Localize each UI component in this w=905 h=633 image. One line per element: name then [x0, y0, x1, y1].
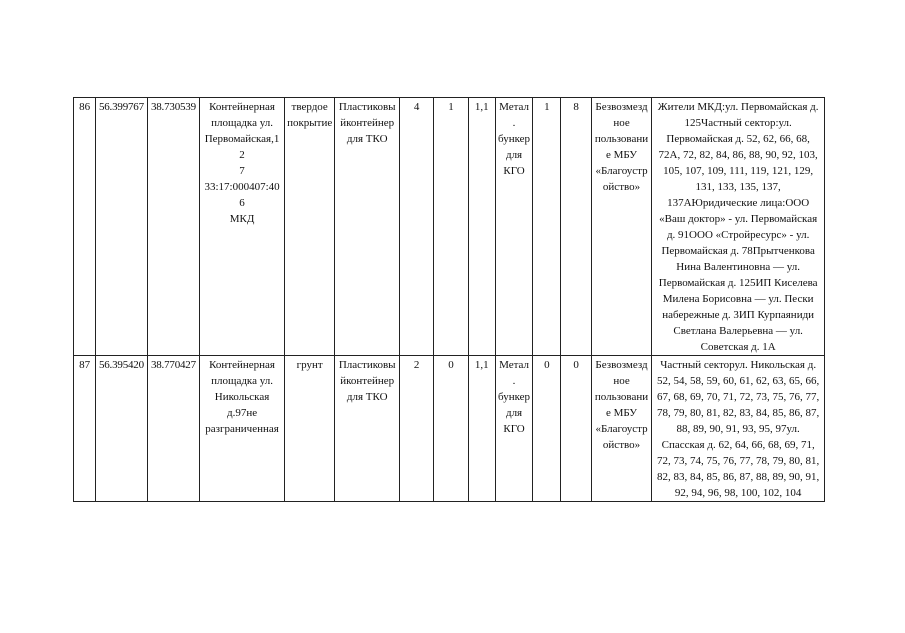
basis-cell: Безвозмезд ное пользовани е МБУ «Благоустр ойство» [591, 356, 652, 502]
container-count-cell: 2 [400, 356, 434, 502]
volume-cell: 1,1 [468, 356, 495, 502]
bunker-volume-cell: 8 [561, 98, 591, 356]
table-row [74, 98, 825, 356]
bunker-type-cell: Метал. бункер для КГО [495, 98, 532, 356]
volume-cell: 1,1 [468, 98, 495, 356]
planned-count-cell: 0 [434, 356, 468, 502]
surface-cell: твердое покрытие [284, 98, 334, 356]
waste-sources-cell: Жители МКД:ул. Первомайская д. 125Частный сектор:ул. Первомайская д. 52, 62, 66, 68, 72А, 72, 82, 84, 86, 88, 90, 92, 103, 105, 107, 109, 111, 119, 121, 129, 131, 133, 135, 137, 137АЮридические лица:ООО «Ваш доктор» - ул. Первомайская д. 91ООО «Стройресурс» - ул. Первомайская д. 78Прытченкова Нина Валентиновна — ул. Первомайская д. 125ИП Киселева Милена Борисовна — ул. Пески набережные д. 3ИП Курпаяниди Светлана Валерьевна — ул. Советская д. 1А [652, 98, 825, 356]
longitude-cell: 38.770427 [147, 356, 199, 502]
surface-cell: грунт [284, 356, 334, 502]
latitude-cell: 56.399767 [96, 98, 147, 356]
bunker-volume-cell: 0 [561, 356, 591, 502]
container-count-cell: 4 [400, 98, 434, 356]
container-type-cell: Пластиковы йконтейнер для ТКО [335, 356, 400, 502]
basis-cell: Безвозмезд ное пользовани е МБУ «Благоустр ойство» [591, 98, 652, 356]
row-number: 86 [74, 98, 96, 356]
bunker-count-cell: 1 [533, 98, 561, 356]
waste-sources-cell: Частный секторул. Никольская д. 52, 54, 58, 59, 60, 61, 62, 63, 65, 66, 67, 68, 69, 70, 71, 72, 73, 75, 76, 77, 78, 79, 80, 81, 82, 83, 84, 85, 86, 87, 88, 89, 90, 91, 93, 95, 97ул. Спасская д. 62, 64, 66, 68, 69, 71, 72, 73, 74, 75, 76, 77, 78, 79, 80, 81, 82, 83, 84, 85, 86, 87, 88, 89, 90, 91, 92, 94, 96, 98, 100, 102, 104 [652, 356, 825, 502]
site-address-cell: Контейнерная площадка ул. Первомайская,12 7 33:17:000407:406 МКД [200, 98, 285, 356]
table-row [74, 356, 825, 502]
longitude-cell: 38.730539 [147, 98, 199, 356]
bunker-type-cell: Метал. бункер для КГО [495, 356, 532, 502]
planned-count-cell: 1 [434, 98, 468, 356]
latitude-cell: 56.395420 [96, 356, 147, 502]
site-address-cell: Контейнерная площадка ул. Никольская д.97не разграниченная [200, 356, 285, 502]
container-type-cell: Пластиковы йконтейнер для ТКО [335, 98, 400, 356]
row-number: 87 [74, 356, 96, 502]
bunker-count-cell: 0 [533, 356, 561, 502]
container-sites-table [73, 97, 825, 502]
